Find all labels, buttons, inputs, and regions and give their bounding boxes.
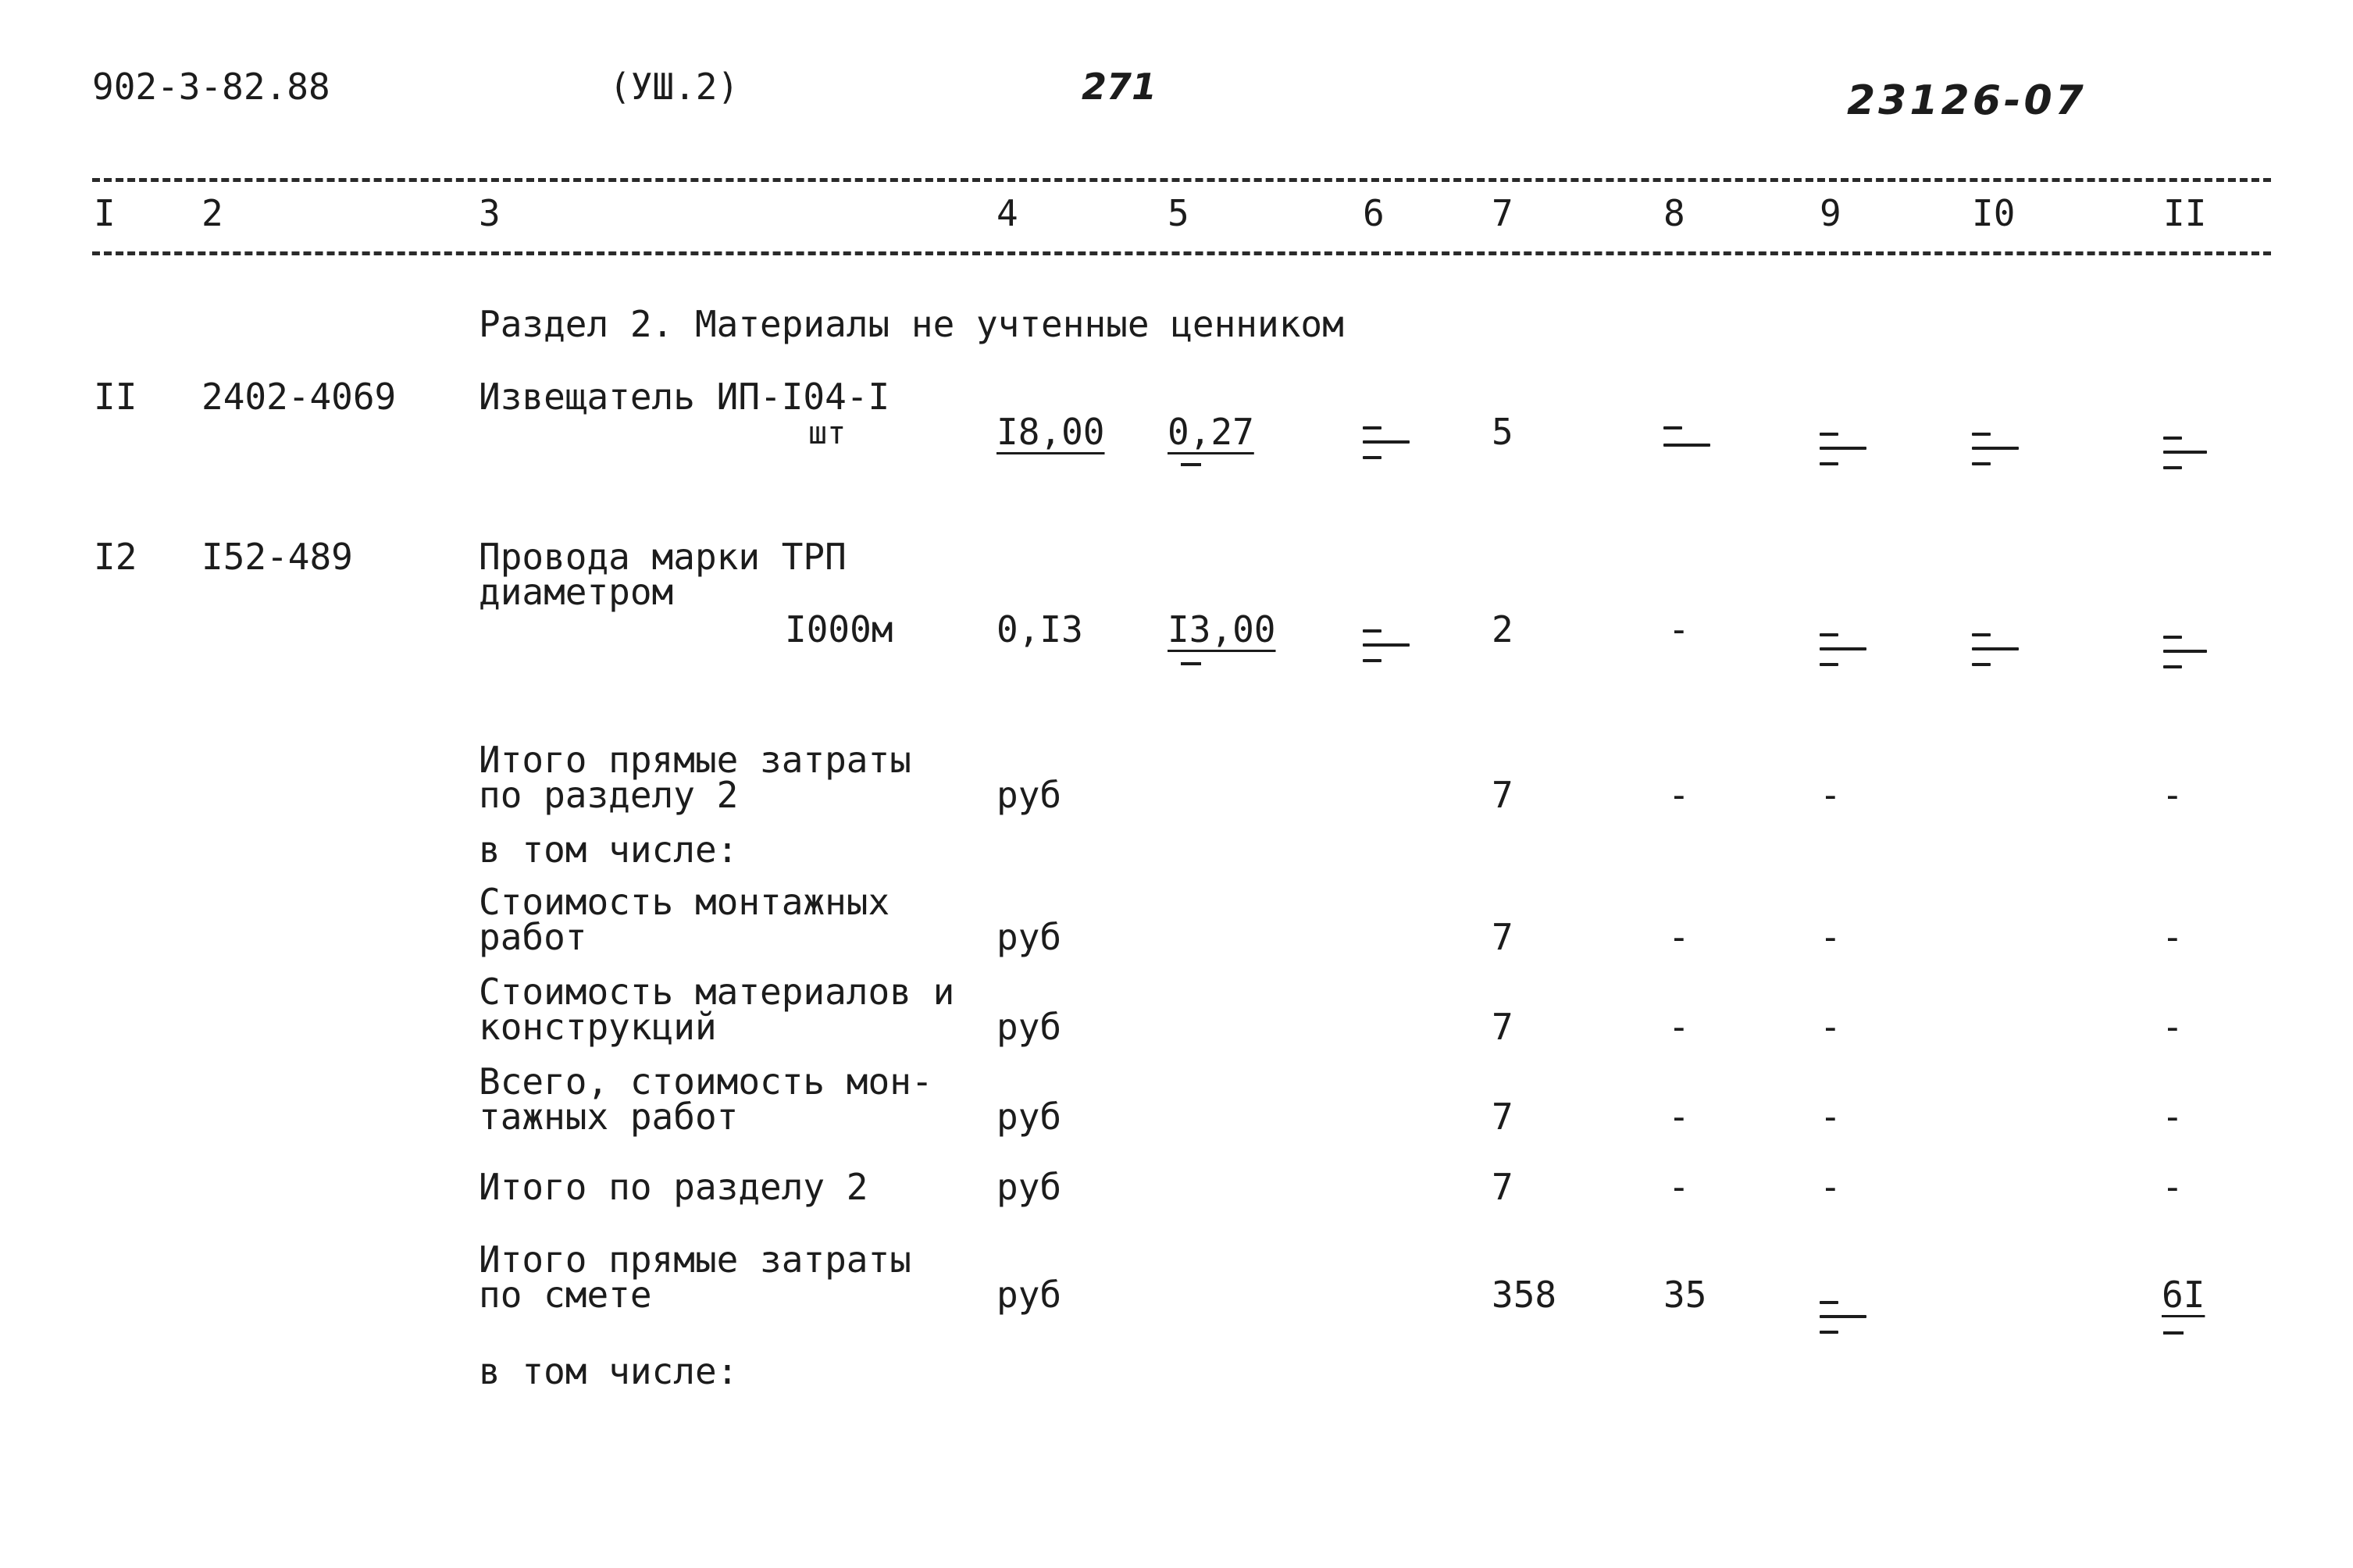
summary-label-line2: по смете — [479, 1274, 652, 1316]
volume-label: (УШ.2) — [609, 66, 740, 108]
summary-subheading: в том числе: — [479, 829, 739, 871]
col-header-10: I0 — [1972, 192, 2016, 234]
summary-label: Итого прямые затраты — [479, 739, 911, 781]
item-price: 0,27 — [1168, 411, 1254, 453]
col-header-5: 5 — [1168, 192, 1189, 234]
summary-col8: - — [1668, 1166, 1690, 1208]
fraction-mark — [1181, 662, 1201, 665]
summary-label: Итого по разделу 2 — [479, 1166, 868, 1208]
summary-unit: руб — [996, 774, 1062, 816]
summary-label-line2: по разделу 2 — [479, 774, 739, 816]
col-header-7: 7 — [1492, 192, 1513, 234]
summary-unit: руб — [996, 1096, 1062, 1138]
fraction-dash-9 — [1820, 629, 1870, 675]
summary-label-line2: тажных работ — [479, 1096, 739, 1138]
summary-col11: - — [2162, 1166, 2184, 1208]
col-header-11: II — [2163, 192, 2207, 234]
item-col8: - — [1668, 608, 1690, 650]
summary-col8: - — [1668, 1096, 1690, 1138]
fraction-dash-8 — [1663, 422, 1713, 469]
stamp-number: 23126-07 — [1847, 77, 2087, 124]
item-code: I52-489 — [201, 536, 353, 578]
summary-col11: - — [2162, 916, 2184, 958]
col-header-1: I — [94, 192, 116, 234]
fraction-dash-6 — [1363, 625, 1413, 672]
summary-col7: 7 — [1492, 1166, 1513, 1208]
summary-col9: - — [1820, 1096, 1841, 1138]
item-col7: 5 — [1492, 411, 1513, 453]
item-price: I3,00 — [1168, 608, 1276, 650]
summary-col9: - — [1820, 916, 1841, 958]
fraction-dash-6 — [1363, 422, 1413, 469]
item-name: Провода марки ТРП — [479, 536, 847, 578]
section-title: Раздел 2. Материалы не учтенные ценником — [479, 303, 1344, 345]
summary-col7: 7 — [1492, 1096, 1513, 1138]
fraction-mark — [2163, 1331, 2184, 1335]
fraction-dash-10 — [1972, 428, 2022, 475]
item-unit: I000м — [785, 608, 893, 650]
summary-col8: - — [1668, 1006, 1690, 1048]
fraction-dash-10 — [1972, 629, 2022, 675]
item-number: II — [94, 376, 137, 418]
page-number: 271 — [1082, 66, 1157, 108]
summary-subheading: в том числе: — [479, 1350, 739, 1392]
item-col7: 2 — [1492, 608, 1513, 650]
item-name: Извещатель ИП-I04-I — [479, 376, 890, 418]
col-header-3: 3 — [479, 192, 501, 234]
summary-col7: 7 — [1492, 916, 1513, 958]
summary-col8: - — [1668, 774, 1690, 816]
summary-col9: - — [1820, 774, 1841, 816]
col-header-2: 2 — [201, 192, 223, 234]
summary-col11: - — [2162, 774, 2184, 816]
header-top-rule — [92, 178, 2271, 182]
summary-col9: - — [1820, 1166, 1841, 1208]
summary-unit: руб — [996, 1006, 1062, 1048]
header-bottom-rule — [92, 251, 2271, 255]
summary-col9: - — [1820, 1006, 1841, 1048]
fraction-dash-11 — [2163, 631, 2213, 678]
item-number: I2 — [94, 536, 137, 578]
summary-col8: 35 — [1663, 1274, 1707, 1316]
item-quantity: I8,00 — [996, 411, 1105, 453]
summary-label: Всего, стоимость мон- — [479, 1060, 933, 1103]
fraction-dash-11 — [2163, 432, 2213, 479]
fraction-dash-9 — [1820, 1296, 1870, 1343]
summary-label-line2: конструкций — [479, 1006, 717, 1048]
summary-unit: руб — [996, 1274, 1062, 1316]
item-name-line2: диаметром — [479, 571, 674, 613]
item-code: 2402-4069 — [201, 376, 397, 418]
summary-col11: - — [2162, 1006, 2184, 1048]
summary-label: Стоимость материалов и — [479, 971, 955, 1013]
summary-col11: - — [2162, 1096, 2184, 1138]
summary-col7: 7 — [1492, 1006, 1513, 1048]
summary-unit: руб — [996, 916, 1062, 958]
document-code: 902-3-82.88 — [92, 66, 330, 108]
summary-unit: руб — [996, 1166, 1062, 1208]
item-quantity: 0,I3 — [996, 608, 1083, 650]
summary-col7: 7 — [1492, 774, 1513, 816]
summary-col11: 6I — [2162, 1274, 2205, 1316]
summary-col8: - — [1668, 916, 1690, 958]
item-unit: шт — [808, 415, 847, 451]
summary-label: Итого прямые затраты — [479, 1238, 911, 1281]
col-header-4: 4 — [996, 192, 1018, 234]
summary-col7: 358 — [1492, 1274, 1557, 1316]
summary-label: Стоимость монтажных — [479, 881, 890, 923]
col-header-9: 9 — [1820, 192, 1841, 234]
fraction-mark — [1181, 463, 1201, 466]
summary-label-line2: работ — [479, 916, 587, 958]
col-header-8: 8 — [1663, 192, 1685, 234]
fraction-dash-9 — [1820, 428, 1870, 475]
col-header-6: 6 — [1363, 192, 1385, 234]
